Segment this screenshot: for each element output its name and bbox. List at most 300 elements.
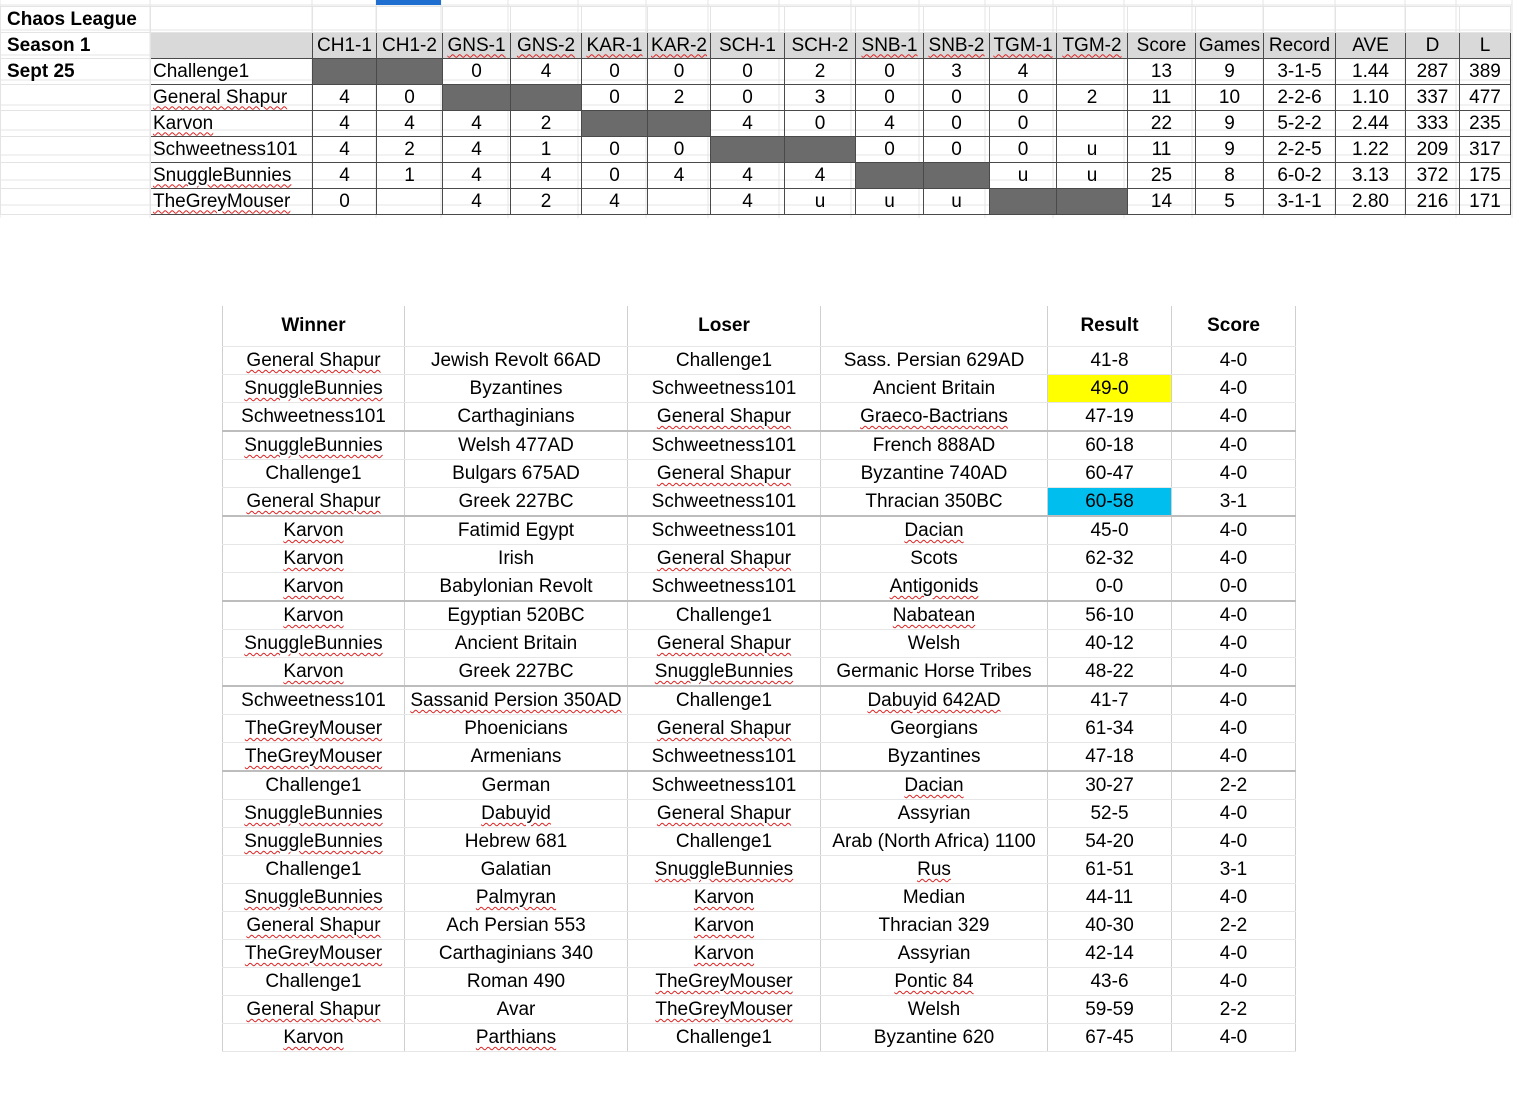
- stat-cell[interactable]: [711, 111, 785, 137]
- stat-cell[interactable]: [511, 59, 582, 85]
- winner-cell[interactable]: [223, 488, 405, 517]
- loser-army-cell[interactable]: [821, 460, 1048, 488]
- result-cell[interactable]: [1048, 545, 1172, 573]
- stat-cell[interactable]: [1336, 85, 1406, 111]
- score-cell[interactable]: [1172, 968, 1296, 996]
- stat-cell[interactable]: [582, 163, 648, 189]
- loser-header[interactable]: [628, 306, 821, 347]
- result-cell[interactable]: [1048, 771, 1172, 800]
- stat-cell[interactable]: [313, 137, 377, 163]
- stat-cell[interactable]: [582, 189, 648, 215]
- winner-cell[interactable]: [223, 940, 405, 968]
- player-name-cell[interactable]: [151, 189, 313, 215]
- stat-cell[interactable]: [582, 137, 648, 163]
- result-cell[interactable]: [1048, 1024, 1172, 1052]
- loser-cell[interactable]: [628, 800, 821, 828]
- winner-army-cell[interactable]: [405, 828, 628, 856]
- winner-cell[interactable]: [223, 743, 405, 772]
- winner-cell[interactable]: [223, 516, 405, 545]
- row-label-cell[interactable]: [1, 189, 151, 215]
- loser-army-cell[interactable]: [821, 686, 1048, 715]
- result-cell[interactable]: [1048, 658, 1172, 687]
- blocked-cell[interactable]: [990, 189, 1057, 215]
- score-cell[interactable]: [1172, 516, 1296, 545]
- loser-army-cell[interactable]: [821, 516, 1048, 545]
- result-header[interactable]: [1048, 306, 1172, 347]
- winner-cell[interactable]: [223, 686, 405, 715]
- winner-cell[interactable]: [223, 431, 405, 460]
- column-header-snb-1[interactable]: [856, 33, 924, 59]
- stat-cell[interactable]: [1057, 137, 1128, 163]
- column-header-kar-2[interactable]: [648, 33, 711, 59]
- result-cell[interactable]: [1048, 715, 1172, 743]
- score-cell[interactable]: [1172, 630, 1296, 658]
- empty-cell[interactable]: [1406, 7, 1460, 33]
- stat-cell[interactable]: [856, 59, 924, 85]
- winner-cell[interactable]: [223, 856, 405, 884]
- column-header-ch1-1[interactable]: [313, 33, 377, 59]
- stat-cell[interactable]: [785, 163, 856, 189]
- score-cell[interactable]: [1172, 912, 1296, 940]
- stat-cell[interactable]: [377, 163, 443, 189]
- stat-cell[interactable]: [856, 189, 924, 215]
- result-cell[interactable]: [1048, 743, 1172, 772]
- stat-cell[interactable]: [1128, 137, 1196, 163]
- result-cell[interactable]: [1048, 828, 1172, 856]
- stat-cell[interactable]: [648, 189, 711, 215]
- stat-cell[interactable]: [1128, 163, 1196, 189]
- empty-cell[interactable]: [313, 7, 377, 33]
- stat-cell[interactable]: [711, 59, 785, 85]
- result-cell[interactable]: [1048, 940, 1172, 968]
- blocked-cell[interactable]: [1057, 189, 1128, 215]
- stat-cell[interactable]: [1196, 85, 1264, 111]
- stat-cell[interactable]: [990, 137, 1057, 163]
- result-cell[interactable]: [1048, 488, 1172, 517]
- loser-army-cell[interactable]: [821, 658, 1048, 687]
- stat-cell[interactable]: [1196, 137, 1264, 163]
- stat-cell[interactable]: [1264, 59, 1336, 85]
- row-label-cell[interactable]: [1, 59, 151, 85]
- empty-cell[interactable]: [990, 7, 1057, 33]
- stat-cell[interactable]: [924, 189, 990, 215]
- blocked-cell[interactable]: [856, 163, 924, 189]
- result-cell[interactable]: [1048, 686, 1172, 715]
- score-cell[interactable]: [1172, 743, 1296, 772]
- stat-cell[interactable]: [443, 137, 511, 163]
- score-cell[interactable]: [1172, 940, 1296, 968]
- stat-cell[interactable]: [1336, 189, 1406, 215]
- stat-cell[interactable]: [924, 111, 990, 137]
- empty-cell[interactable]: [648, 7, 711, 33]
- result-cell[interactable]: [1048, 996, 1172, 1024]
- stat-cell[interactable]: [1460, 137, 1511, 163]
- loser-army-cell[interactable]: [821, 431, 1048, 460]
- winner-army-header[interactable]: [405, 306, 628, 347]
- loser-army-cell[interactable]: [821, 856, 1048, 884]
- stat-cell[interactable]: [1128, 111, 1196, 137]
- stat-cell[interactable]: [511, 137, 582, 163]
- loser-cell[interactable]: [628, 856, 821, 884]
- loser-army-cell[interactable]: [821, 884, 1048, 912]
- stat-cell[interactable]: [785, 111, 856, 137]
- empty-cell[interactable]: [1128, 7, 1196, 33]
- stat-cell[interactable]: [1336, 59, 1406, 85]
- winner-army-cell[interactable]: [405, 516, 628, 545]
- winner-cell[interactable]: [223, 658, 405, 687]
- loser-army-header[interactable]: [821, 306, 1048, 347]
- blocked-cell[interactable]: [313, 59, 377, 85]
- winner-cell[interactable]: [223, 771, 405, 800]
- score-cell[interactable]: [1172, 715, 1296, 743]
- empty-cell[interactable]: [1057, 7, 1128, 33]
- winner-cell[interactable]: [223, 403, 405, 432]
- winner-army-cell[interactable]: [405, 431, 628, 460]
- stat-cell[interactable]: [990, 111, 1057, 137]
- blocked-cell[interactable]: [924, 163, 990, 189]
- blocked-cell[interactable]: [377, 59, 443, 85]
- loser-cell[interactable]: [628, 828, 821, 856]
- stat-cell[interactable]: [1196, 189, 1264, 215]
- loser-cell[interactable]: [628, 912, 821, 940]
- loser-cell[interactable]: [628, 715, 821, 743]
- loser-army-cell[interactable]: [821, 545, 1048, 573]
- empty-cell[interactable]: [856, 7, 924, 33]
- loser-army-cell[interactable]: [821, 488, 1048, 517]
- winner-cell[interactable]: [223, 1024, 405, 1052]
- stat-cell[interactable]: [443, 189, 511, 215]
- row-label-cell[interactable]: [1, 111, 151, 137]
- loser-cell[interactable]: [628, 431, 821, 460]
- stat-cell[interactable]: [1057, 111, 1128, 137]
- column-header-ave[interactable]: [1336, 33, 1406, 59]
- loser-army-cell[interactable]: [821, 800, 1048, 828]
- score-cell[interactable]: [1172, 856, 1296, 884]
- stat-cell[interactable]: [1406, 111, 1460, 137]
- column-header-snb-2[interactable]: [924, 33, 990, 59]
- stat-cell[interactable]: [1406, 85, 1460, 111]
- winner-cell[interactable]: [223, 375, 405, 403]
- winner-header[interactable]: [223, 306, 405, 347]
- winner-cell[interactable]: [223, 460, 405, 488]
- winner-army-cell[interactable]: [405, 488, 628, 517]
- empty-cell[interactable]: [785, 7, 856, 33]
- stat-cell[interactable]: [1057, 85, 1128, 111]
- player-name-cell[interactable]: [151, 137, 313, 163]
- column-header-kar-1[interactable]: [582, 33, 648, 59]
- loser-army-cell[interactable]: [821, 940, 1048, 968]
- result-cell[interactable]: [1048, 431, 1172, 460]
- stat-cell[interactable]: [377, 189, 443, 215]
- stat-cell[interactable]: [1336, 137, 1406, 163]
- winner-cell[interactable]: [223, 715, 405, 743]
- winner-army-cell[interactable]: [405, 630, 628, 658]
- loser-cell[interactable]: [628, 686, 821, 715]
- winner-cell[interactable]: [223, 800, 405, 828]
- score-cell[interactable]: [1172, 347, 1296, 375]
- score-cell[interactable]: [1172, 488, 1296, 517]
- winner-army-cell[interactable]: [405, 996, 628, 1024]
- row-label-cell[interactable]: [1, 85, 151, 111]
- stat-cell[interactable]: [648, 137, 711, 163]
- score-cell[interactable]: [1172, 996, 1296, 1024]
- loser-army-cell[interactable]: [821, 996, 1048, 1024]
- result-cell[interactable]: [1048, 968, 1172, 996]
- stat-cell[interactable]: [1128, 85, 1196, 111]
- stat-cell[interactable]: [1128, 59, 1196, 85]
- winner-army-cell[interactable]: [405, 658, 628, 687]
- stat-cell[interactable]: [856, 85, 924, 111]
- winner-cell[interactable]: [223, 828, 405, 856]
- winner-cell[interactable]: [223, 573, 405, 602]
- blocked-cell[interactable]: [582, 111, 648, 137]
- winner-army-cell[interactable]: [405, 715, 628, 743]
- score-cell[interactable]: [1172, 884, 1296, 912]
- stat-cell[interactable]: [1128, 189, 1196, 215]
- loser-cell[interactable]: [628, 375, 821, 403]
- stat-cell[interactable]: [313, 111, 377, 137]
- winner-army-cell[interactable]: [405, 403, 628, 432]
- result-cell[interactable]: [1048, 516, 1172, 545]
- stat-cell[interactable]: [1264, 189, 1336, 215]
- stat-cell[interactable]: [511, 189, 582, 215]
- stat-cell[interactable]: [313, 163, 377, 189]
- stat-cell[interactable]: [511, 163, 582, 189]
- loser-cell[interactable]: [628, 884, 821, 912]
- column-header-sch-1[interactable]: [711, 33, 785, 59]
- winner-army-cell[interactable]: [405, 347, 628, 375]
- loser-army-cell[interactable]: [821, 828, 1048, 856]
- column-header-games[interactable]: [1196, 33, 1264, 59]
- empty-cell[interactable]: [582, 7, 648, 33]
- stat-cell[interactable]: [582, 85, 648, 111]
- loser-army-cell[interactable]: [821, 968, 1048, 996]
- winner-army-cell[interactable]: [405, 686, 628, 715]
- winner-army-cell[interactable]: [405, 856, 628, 884]
- score-header[interactable]: [1172, 306, 1296, 347]
- column-header-tgm-1[interactable]: [990, 33, 1057, 59]
- stat-cell[interactable]: [1336, 163, 1406, 189]
- season-label-cell[interactable]: [1, 33, 151, 59]
- winner-army-cell[interactable]: [405, 968, 628, 996]
- result-cell[interactable]: [1048, 460, 1172, 488]
- loser-cell[interactable]: [628, 1024, 821, 1052]
- loser-army-cell[interactable]: [821, 601, 1048, 630]
- player-name-cell[interactable]: [151, 111, 313, 137]
- winner-cell[interactable]: [223, 968, 405, 996]
- stat-cell[interactable]: [1264, 111, 1336, 137]
- stat-cell[interactable]: [1264, 163, 1336, 189]
- result-cell[interactable]: [1048, 573, 1172, 602]
- stat-cell[interactable]: [711, 85, 785, 111]
- loser-cell[interactable]: [628, 403, 821, 432]
- loser-cell[interactable]: [628, 968, 821, 996]
- stat-cell[interactable]: [648, 163, 711, 189]
- score-cell[interactable]: [1172, 601, 1296, 630]
- stat-cell[interactable]: [1460, 59, 1511, 85]
- player-name-cell[interactable]: [151, 163, 313, 189]
- column-header-tgm-2[interactable]: [1057, 33, 1128, 59]
- result-cell[interactable]: [1048, 800, 1172, 828]
- stat-cell[interactable]: [711, 189, 785, 215]
- stat-cell[interactable]: [443, 163, 511, 189]
- stat-cell[interactable]: [785, 189, 856, 215]
- stat-cell[interactable]: [711, 163, 785, 189]
- loser-cell[interactable]: [628, 630, 821, 658]
- stat-cell[interactable]: [377, 85, 443, 111]
- winner-cell[interactable]: [223, 347, 405, 375]
- stat-cell[interactable]: [1460, 85, 1511, 111]
- winner-army-cell[interactable]: [405, 545, 628, 573]
- stat-cell[interactable]: [856, 137, 924, 163]
- loser-army-cell[interactable]: [821, 743, 1048, 772]
- stat-cell[interactable]: [1264, 137, 1336, 163]
- winner-army-cell[interactable]: [405, 884, 628, 912]
- column-header-record[interactable]: [1264, 33, 1336, 59]
- winner-army-cell[interactable]: [405, 375, 628, 403]
- loser-cell[interactable]: [628, 488, 821, 517]
- player-name-cell[interactable]: [151, 59, 313, 85]
- empty-cell[interactable]: [1460, 7, 1511, 33]
- score-cell[interactable]: [1172, 545, 1296, 573]
- stat-cell[interactable]: [856, 111, 924, 137]
- column-header-score[interactable]: [1128, 33, 1196, 59]
- stat-cell[interactable]: [990, 163, 1057, 189]
- stat-cell[interactable]: [377, 137, 443, 163]
- stat-cell[interactable]: [1406, 59, 1460, 85]
- loser-cell[interactable]: [628, 347, 821, 375]
- blocked-cell[interactable]: [648, 111, 711, 137]
- header-corner-cell[interactable]: [151, 33, 313, 59]
- winner-army-cell[interactable]: [405, 771, 628, 800]
- stat-cell[interactable]: [990, 85, 1057, 111]
- empty-cell[interactable]: [1264, 7, 1336, 33]
- score-cell[interactable]: [1172, 658, 1296, 687]
- column-header-ch1-2[interactable]: [377, 33, 443, 59]
- stat-cell[interactable]: [1196, 163, 1264, 189]
- column-header-gns-1[interactable]: [443, 33, 511, 59]
- stat-cell[interactable]: [582, 59, 648, 85]
- winner-cell[interactable]: [223, 545, 405, 573]
- winner-cell[interactable]: [223, 601, 405, 630]
- loser-cell[interactable]: [628, 460, 821, 488]
- stat-cell[interactable]: [1057, 59, 1128, 85]
- score-cell[interactable]: [1172, 375, 1296, 403]
- result-cell[interactable]: [1048, 347, 1172, 375]
- stat-cell[interactable]: [1406, 163, 1460, 189]
- column-header-gns-2[interactable]: [511, 33, 582, 59]
- score-cell[interactable]: [1172, 800, 1296, 828]
- loser-cell[interactable]: [628, 940, 821, 968]
- winner-cell[interactable]: [223, 630, 405, 658]
- column-header-l[interactable]: [1460, 33, 1511, 59]
- column-header-sch-2[interactable]: [785, 33, 856, 59]
- result-cell[interactable]: [1048, 884, 1172, 912]
- result-cell[interactable]: [1048, 375, 1172, 403]
- stat-cell[interactable]: [1406, 137, 1460, 163]
- league-title-cell[interactable]: [1, 7, 151, 33]
- stat-cell[interactable]: [1460, 111, 1511, 137]
- blocked-cell[interactable]: [443, 85, 511, 111]
- stat-cell[interactable]: [648, 85, 711, 111]
- empty-cell[interactable]: [1336, 7, 1406, 33]
- winner-cell[interactable]: [223, 912, 405, 940]
- score-cell[interactable]: [1172, 828, 1296, 856]
- stat-cell[interactable]: [443, 59, 511, 85]
- winner-army-cell[interactable]: [405, 573, 628, 602]
- stat-cell[interactable]: [648, 59, 711, 85]
- blocked-cell[interactable]: [785, 137, 856, 163]
- empty-cell[interactable]: [151, 7, 313, 33]
- loser-cell[interactable]: [628, 545, 821, 573]
- loser-cell[interactable]: [628, 996, 821, 1024]
- winner-army-cell[interactable]: [405, 460, 628, 488]
- score-cell[interactable]: [1172, 771, 1296, 800]
- stat-cell[interactable]: [1196, 111, 1264, 137]
- winner-army-cell[interactable]: [405, 743, 628, 772]
- stat-cell[interactable]: [1460, 163, 1511, 189]
- winner-cell[interactable]: [223, 884, 405, 912]
- player-name-cell[interactable]: [151, 85, 313, 111]
- loser-army-cell[interactable]: [821, 1024, 1048, 1052]
- stat-cell[interactable]: [313, 85, 377, 111]
- score-cell[interactable]: [1172, 686, 1296, 715]
- loser-army-cell[interactable]: [821, 771, 1048, 800]
- loser-army-cell[interactable]: [821, 912, 1048, 940]
- winner-cell[interactable]: [223, 996, 405, 1024]
- empty-cell[interactable]: [1196, 7, 1264, 33]
- stat-cell[interactable]: [1336, 111, 1406, 137]
- result-cell[interactable]: [1048, 912, 1172, 940]
- loser-cell[interactable]: [628, 516, 821, 545]
- winner-army-cell[interactable]: [405, 912, 628, 940]
- stat-cell[interactable]: [924, 137, 990, 163]
- score-cell[interactable]: [1172, 573, 1296, 602]
- stat-cell[interactable]: [1057, 163, 1128, 189]
- winner-army-cell[interactable]: [405, 1024, 628, 1052]
- score-cell[interactable]: [1172, 1024, 1296, 1052]
- loser-army-cell[interactable]: [821, 403, 1048, 432]
- loser-army-cell[interactable]: [821, 630, 1048, 658]
- stat-cell[interactable]: [443, 111, 511, 137]
- loser-army-cell[interactable]: [821, 573, 1048, 602]
- stat-cell[interactable]: [785, 85, 856, 111]
- loser-cell[interactable]: [628, 743, 821, 772]
- winner-army-cell[interactable]: [405, 601, 628, 630]
- loser-army-cell[interactable]: [821, 375, 1048, 403]
- score-cell[interactable]: [1172, 431, 1296, 460]
- loser-army-cell[interactable]: [821, 715, 1048, 743]
- score-cell[interactable]: [1172, 460, 1296, 488]
- loser-army-cell[interactable]: [821, 347, 1048, 375]
- result-cell[interactable]: [1048, 601, 1172, 630]
- result-cell[interactable]: [1048, 630, 1172, 658]
- empty-cell[interactable]: [377, 7, 443, 33]
- stat-cell[interactable]: [1460, 189, 1511, 215]
- loser-cell[interactable]: [628, 573, 821, 602]
- empty-cell[interactable]: [924, 7, 990, 33]
- stat-cell[interactable]: [1196, 59, 1264, 85]
- row-label-cell[interactable]: [1, 163, 151, 189]
- stat-cell[interactable]: [990, 59, 1057, 85]
- winner-army-cell[interactable]: [405, 940, 628, 968]
- result-cell[interactable]: [1048, 856, 1172, 884]
- score-cell[interactable]: [1172, 403, 1296, 432]
- stat-cell[interactable]: [1264, 85, 1336, 111]
- blocked-cell[interactable]: [511, 85, 582, 111]
- result-cell[interactable]: [1048, 403, 1172, 432]
- stat-cell[interactable]: [924, 85, 990, 111]
